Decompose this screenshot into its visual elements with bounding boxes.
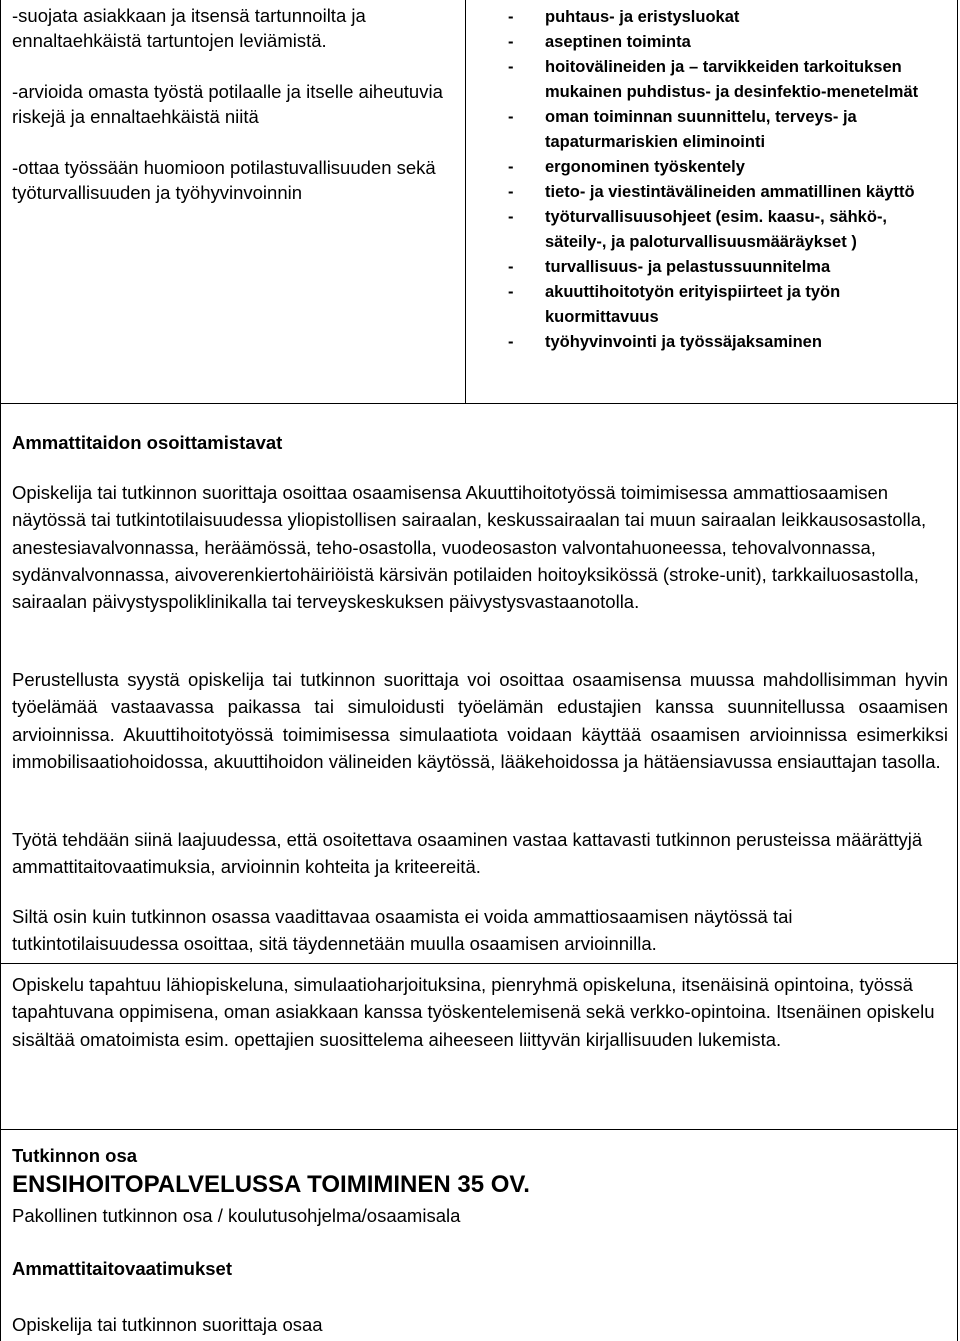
paragraph-alternative-assessment: Perustellusta syystä opiskelija tai tutkinnon suorittaja voi osoittaa osaamisensa muussa mahdollisimman hyvin työelämää vastaavassa paikassa tai simuloidusti työelämän edustajien kanssa suunnitellussa osaamisen arvioinnissa. Akuuttihoitotyössä toimimisessa simulaatiota voidaan käyttää osaamisen arvioinnissa esimerkiksi immobilisaatiohoidossa, akuuttihoidon välineiden käytössä, lääkehoidossa ja hätäensiavussa ensiauttajan tasolla. (12, 669, 948, 772)
module-label: Tutkinnon osa (12, 1145, 138, 1166)
list-item: - aseptinen toiminta (508, 30, 948, 55)
list-item: - tieto- ja viestintävälineiden ammatillinen käyttö (508, 180, 948, 205)
list-item: - hoitovälineiden ja – tarvikkeiden tarkoituksen mukainen puhdistus- ja desinfektio-menetelmät (508, 55, 948, 105)
requirements-heading: Ammattitaitovaatimukset (12, 1258, 233, 1279)
list-item: - turvallisuus- ja pelastussuunnitelma (508, 255, 948, 280)
module-title: ENSIHOITOPALVELUSSA TOIMIMINEN 35 OV. (12, 1171, 530, 1198)
goal-item: -arvioida omasta työstä potilaalle ja itselle aiheutuvia riskejä ja ennaltaehkäistä niitä (12, 81, 443, 127)
goal-item: -ottaa työssään huomioon potilastuvallisuuden sekä työturvallisuuden ja työhyvinvoinnin (12, 157, 436, 203)
module-subtitle: Pakollinen tutkinnon osa / koulutusohjelma/osaamisala (12, 1205, 461, 1226)
goal-item: -suojata asiakkaan ja itsensä tartunnoilta ja ennaltaehkäistä tartuntojen leviämistä. (12, 5, 366, 51)
table-column-divider (465, 0, 466, 404)
paragraph-demonstration-places: Opiskelija tai tutkinnon suorittaja osoittaa osaamisensa Akuuttihoitotyössä toimimisessa ammattiosaamisen näytössä tai tutkintotilaisuudessa yliopistollisen sairaalan, keskussairaalan tai muun sairaalan leikkausosastolla, anestesiavalvonnassa, heräämössä, teho-osastolla, vuodeosaston valvontahuoneessa, tehovalvonnassa, sydänvalvonnassa, aivoverenkiertohäiriöistä kärsivän potilaiden hoitoyksikössä (stroke-unit), tarkkailuosastolla, sairaalan päivystyspoliklinikalla tai terveyskeskuksen päivystysvastaanotolla. (12, 482, 927, 613)
competence-content-cell (508, 5, 948, 355)
paragraph-scope: Työtä tehdään siinä laajuudessa, että osoitettava osaaminen vastaa kattavasti tutkinnon perusteissa määrättyjä ammattitaitovaatimuksia, arvioinnin kohteita ja kriteereitä. (12, 829, 923, 878)
list-item: - ergonominen työskentely (508, 155, 948, 180)
content-list (508, 5, 948, 355)
divider (0, 963, 958, 964)
competence-goals-cell (12, 3, 462, 231)
list-item: - puhtaus- ja eristysluokat (508, 5, 948, 30)
section-heading: Ammattitaidon osoittamistavat (12, 432, 283, 453)
list-item: - työturvallisuusohjeet (esim. kaasu-, sähkö-, säteily-, ja paloturvallisuusmääräykset ) (508, 205, 948, 255)
paragraph-supplementary: Siltä osin kuin tutkinnon osassa vaadittavaa osaamista ei voida ammattiosaamisen näytössä tai tutkintotilaisuudessa osoittaa, sitä täydennetään muulla osaamisen arvioinnilla. (12, 906, 793, 955)
module-section (0, 1130, 958, 1341)
requirements-text: Opiskelija tai tutkinnon suorittaja osaa (12, 1314, 323, 1335)
list-item: - oman toiminnan suunnittelu, terveys- ja tapaturmariskien eliminointi (508, 105, 948, 155)
paragraph-study-methods: Opiskelu tapahtuu lähiopiskeluna, simulaatioharjoituksina, pienryhmä opiskeluna, itsenäisinä opintoina, työssä tapahtuvana oppimisena, oman asiakkaan kanssa työskentelemisenä sekä verkko-opintoina. Itsenäinen opiskelu sisältää omatoimista esim. opettajien suosittelema aiheeseen liittyvän kirjallisuuden lukemista. (12, 974, 935, 1050)
list-item: - akuuttihoitotyön erityispiirteet ja työn kuormittavuus (508, 280, 948, 330)
list-item: - työhyvinvointi ja työssäjaksaminen (508, 330, 948, 355)
